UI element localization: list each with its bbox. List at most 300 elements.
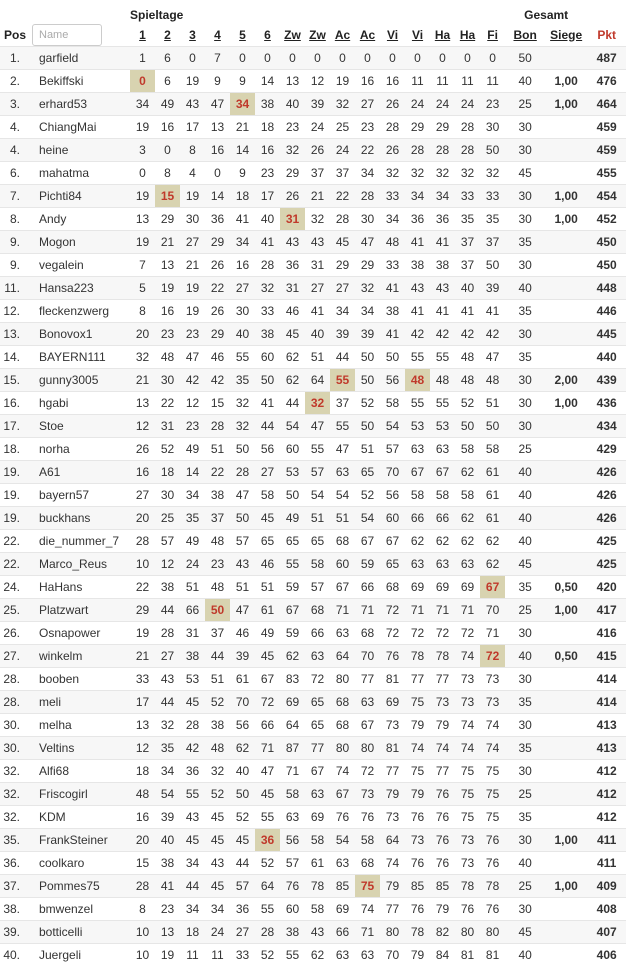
spieltag-score: 53 <box>280 461 305 484</box>
spieltag-score: 55 <box>255 806 280 829</box>
bonus-cell: 25 <box>505 438 545 461</box>
spieltag-score: 65 <box>305 714 330 737</box>
pkt-header[interactable] <box>587 23 626 47</box>
spieltag-score: 43 <box>230 553 255 576</box>
spieltag-score: 61 <box>255 599 280 622</box>
spieltag-score: 13 <box>155 921 180 944</box>
spieltag-score: 34 <box>230 231 255 254</box>
spieltag-score: 77 <box>380 760 405 783</box>
spieltag-score: 32 <box>330 93 355 116</box>
spieltag-header[interactable] <box>255 23 280 47</box>
spieltag-score: 62 <box>280 346 305 369</box>
bonus-cell: 40 <box>505 645 545 668</box>
position-cell: 4. <box>0 116 30 139</box>
player-name[interactable]: BAYERN111 <box>30 346 130 369</box>
spieltag-score: 14 <box>230 139 255 162</box>
points-cell: 408 <box>587 898 626 921</box>
spieltag-score: 53 <box>405 415 430 438</box>
spieltag-score: 67 <box>355 530 380 553</box>
bonus-cell: 45 <box>505 553 545 576</box>
spieltag-score: 38 <box>155 852 180 875</box>
spieltag-score: 27 <box>155 645 180 668</box>
spieltag-score: 80 <box>480 921 505 944</box>
spieltag-score: 55 <box>330 415 355 438</box>
position-cell: 24. <box>0 576 30 599</box>
spieltag-score: 0 <box>205 162 230 185</box>
points-cell: 450 <box>587 254 626 277</box>
spieltag-score: 11 <box>480 70 505 93</box>
spieltag-score: 80 <box>455 921 480 944</box>
spieltag-score: 32 <box>155 714 180 737</box>
points-cell: 420 <box>587 576 626 599</box>
spieltag-score: 20 <box>130 323 155 346</box>
spieltag-score: 74 <box>455 737 480 760</box>
spieltag-score: 60 <box>255 346 280 369</box>
points-cell: 415 <box>587 645 626 668</box>
spieltag-header-label: Vi <box>386 27 399 42</box>
spieltag-score: 38 <box>405 254 430 277</box>
spieltag-score: 72 <box>405 622 430 645</box>
spieltag-score: 32 <box>430 162 455 185</box>
player-name[interactable]: buckhans <box>30 507 130 530</box>
points-cell: 414 <box>587 668 626 691</box>
points-cell: 411 <box>587 829 626 852</box>
player-name[interactable]: A61 <box>30 461 130 484</box>
spieltag-score: 71 <box>455 599 480 622</box>
spieltag-score: 31 <box>155 415 180 438</box>
spieltag-score: 27 <box>330 277 355 300</box>
spieltag-score: 71 <box>255 737 280 760</box>
spieltag-score: 75 <box>480 760 505 783</box>
spieltag-score: 0 <box>455 47 480 70</box>
player-name[interactable]: Osnapower <box>30 622 130 645</box>
spieltag-score: 63 <box>280 806 305 829</box>
points-cell: 407 <box>587 921 626 944</box>
spieltag-score: 12 <box>305 70 330 93</box>
spieltag-score: 9 <box>230 70 255 93</box>
spieltag-header-label: Ha <box>434 27 451 42</box>
spieltag-score: 76 <box>380 645 405 668</box>
spieltag-score: 52 <box>455 392 480 415</box>
spieltag-score: 44 <box>280 392 305 415</box>
spieltag-score: 51 <box>480 392 505 415</box>
spieltag-score: 55 <box>330 369 355 392</box>
table-row <box>0 70 626 93</box>
bonus-cell: 35 <box>505 806 545 829</box>
spieltag-score: 73 <box>480 691 505 714</box>
player-name[interactable]: Bekiffski <box>30 70 130 93</box>
spieltag-score: 75 <box>455 783 480 806</box>
spieltag-score: 35 <box>180 507 205 530</box>
spieltag-score: 16 <box>130 806 155 829</box>
spieltag-score: 66 <box>305 622 330 645</box>
spieltag-score: 75 <box>405 691 430 714</box>
spieltag-score: 76 <box>405 852 430 875</box>
table-row <box>0 714 626 737</box>
player-name[interactable]: hgabi <box>30 392 130 415</box>
table-row <box>0 392 626 415</box>
player-name[interactable]: Marco_Reus <box>30 553 130 576</box>
spieltag-score: 36 <box>230 898 255 921</box>
spieltag-header[interactable] <box>230 23 255 47</box>
bon-header[interactable] <box>505 23 545 47</box>
spieltag-score: 18 <box>130 760 155 783</box>
spieltag-score: 43 <box>205 852 230 875</box>
spieltag-score: 50 <box>280 484 305 507</box>
player-name[interactable]: winkelm <box>30 645 130 668</box>
spieltag-header[interactable] <box>455 23 480 47</box>
spieltag-header[interactable] <box>405 23 430 47</box>
spieltag-score: 60 <box>280 438 305 461</box>
points-cell: 454 <box>587 185 626 208</box>
spieltag-score: 85 <box>330 875 355 898</box>
spieltag-header[interactable] <box>180 23 205 47</box>
spieltag-score: 24 <box>455 93 480 116</box>
points-cell: 446 <box>587 300 626 323</box>
player-name[interactable]: heine <box>30 139 130 162</box>
spieltag-score: 84 <box>430 944 455 967</box>
spieltag-score: 39 <box>480 277 505 300</box>
spieltag-score: 31 <box>180 622 205 645</box>
spieltag-score: 65 <box>280 530 305 553</box>
siege-cell <box>545 346 587 369</box>
spieltag-header[interactable] <box>380 23 405 47</box>
siege-cell: 1,00 <box>545 599 587 622</box>
player-name[interactable]: HaHans <box>30 576 130 599</box>
spieltag-score: 44 <box>155 691 180 714</box>
spieltag-score: 74 <box>430 737 455 760</box>
spieltag-score: 34 <box>355 300 380 323</box>
points-cell: 429 <box>587 438 626 461</box>
spieltag-score: 37 <box>205 507 230 530</box>
bonus-cell: 35 <box>505 576 545 599</box>
table-row <box>0 162 626 185</box>
spieltag-score: 24 <box>180 553 205 576</box>
spieltag-header[interactable] <box>205 23 230 47</box>
siege-header[interactable] <box>545 23 587 47</box>
spieltag-score: 36 <box>255 829 280 852</box>
position-cell: 36. <box>0 852 30 875</box>
spieltag-score: 9 <box>230 162 255 185</box>
spieltag-header[interactable] <box>130 23 155 47</box>
bonus-cell: 30 <box>505 139 545 162</box>
spieltag-score: 55 <box>430 346 455 369</box>
spieltag-score: 19 <box>130 622 155 645</box>
spieltag-score: 71 <box>405 599 430 622</box>
player-name[interactable]: coolkaro <box>30 852 130 875</box>
spieltag-score: 13 <box>155 254 180 277</box>
spieltag-score: 30 <box>155 484 180 507</box>
spieltag-score: 55 <box>405 392 430 415</box>
bonus-cell: 30 <box>505 760 545 783</box>
spieltag-score: 41 <box>255 392 280 415</box>
player-name[interactable]: meli <box>30 691 130 714</box>
spieltag-score: 65 <box>355 461 380 484</box>
player-name[interactable]: Pichti84 <box>30 185 130 208</box>
spieltag-score: 26 <box>205 254 230 277</box>
pos-header: Pos <box>4 27 27 42</box>
spieltag-header-label: Zw <box>309 27 326 42</box>
spieltag-score: 80 <box>380 921 405 944</box>
spieltag-score: 72 <box>380 599 405 622</box>
player-name[interactable]: Andy <box>30 208 130 231</box>
spieltag-score: 73 <box>480 668 505 691</box>
spieltag-score: 62 <box>480 553 505 576</box>
spieltag-score: 22 <box>355 139 380 162</box>
spieltag-header[interactable] <box>480 23 505 47</box>
table-row <box>0 208 626 231</box>
spieltag-score: 48 <box>130 783 155 806</box>
spieltag-score: 0 <box>355 47 380 70</box>
spieltag-score: 21 <box>230 116 255 139</box>
spieltag-score: 72 <box>380 622 405 645</box>
spieltag-score: 76 <box>430 829 455 852</box>
spieltag-score: 67 <box>405 461 430 484</box>
name-filter-input[interactable] <box>32 24 102 46</box>
spieltag-score: 36 <box>405 208 430 231</box>
player-name[interactable]: Juergeli <box>30 944 130 967</box>
spieltag-score: 44 <box>255 415 280 438</box>
spieltag-score: 0 <box>480 47 505 70</box>
spieltag-score: 66 <box>430 507 455 530</box>
spieltag-score: 47 <box>230 599 255 622</box>
bonus-cell: 40 <box>505 852 545 875</box>
spieltag-score: 50 <box>230 507 255 530</box>
spieltag-score: 12 <box>180 392 205 415</box>
spieltag-score: 0 <box>330 47 355 70</box>
position-cell: 37. <box>0 875 30 898</box>
spieltag-score: 27 <box>305 277 330 300</box>
player-name[interactable]: Friscogirl <box>30 783 130 806</box>
spieltag-score: 30 <box>480 116 505 139</box>
spieltag-score: 39 <box>305 93 330 116</box>
spieltag-score: 33 <box>230 944 255 967</box>
spieltag-score: 32 <box>205 760 230 783</box>
spieltag-header[interactable] <box>155 23 180 47</box>
spieltag-score: 64 <box>280 714 305 737</box>
spieltag-score: 74 <box>405 737 430 760</box>
siege-cell: 1,00 <box>545 70 587 93</box>
player-name[interactable]: gunny3005 <box>30 369 130 392</box>
spieltag-score: 79 <box>405 714 430 737</box>
spieltag-score: 57 <box>380 438 405 461</box>
player-name[interactable]: fleckenzwerg <box>30 300 130 323</box>
spieltag-score: 13 <box>205 116 230 139</box>
spieltag-header[interactable] <box>280 23 305 47</box>
position-cell: 7. <box>0 185 30 208</box>
siege-cell <box>545 691 587 714</box>
spieltag-score: 58 <box>305 829 330 852</box>
spieltag-score: 62 <box>480 530 505 553</box>
spieltag-score: 4 <box>180 162 205 185</box>
spieltag-score: 38 <box>180 645 205 668</box>
spieltag-header[interactable] <box>305 23 330 47</box>
spieltag-score: 73 <box>430 691 455 714</box>
position-cell: 32. <box>0 806 30 829</box>
spieltag-score: 0 <box>230 47 255 70</box>
spieltag-score: 34 <box>230 93 255 116</box>
spieltag-score: 20 <box>130 507 155 530</box>
bonus-cell: 35 <box>505 300 545 323</box>
siege-cell <box>545 852 587 875</box>
spieltag-score: 11 <box>405 70 430 93</box>
siege-cell <box>545 760 587 783</box>
spieltag-score: 19 <box>155 277 180 300</box>
spieltag-score: 73 <box>455 691 480 714</box>
spieltag-score: 8 <box>180 139 205 162</box>
spieltag-score: 76 <box>480 852 505 875</box>
position-cell: 17. <box>0 415 30 438</box>
spieltag-score: 0 <box>130 70 155 93</box>
table-row <box>0 898 626 921</box>
bonus-cell: 30 <box>505 116 545 139</box>
player-name[interactable]: Alfi68 <box>30 760 130 783</box>
player-name[interactable]: KDM <box>30 806 130 829</box>
spieltag-score: 48 <box>430 369 455 392</box>
spieltag-score: 44 <box>180 875 205 898</box>
spieltag-score: 62 <box>430 530 455 553</box>
spieltag-score: 47 <box>305 415 330 438</box>
player-name[interactable]: Mogon <box>30 231 130 254</box>
spieltag-score: 19 <box>130 231 155 254</box>
position-cell: 28. <box>0 691 30 714</box>
spieltag-score: 11 <box>430 70 455 93</box>
siege-cell <box>545 254 587 277</box>
player-name[interactable]: Pommes75 <box>30 875 130 898</box>
player-name[interactable]: Veltins <box>30 737 130 760</box>
spieltag-score: 56 <box>380 484 405 507</box>
spieltag-score: 10 <box>130 921 155 944</box>
player-name[interactable]: ChiangMai <box>30 116 130 139</box>
player-name[interactable]: norha <box>30 438 130 461</box>
spieltag-score: 79 <box>405 944 430 967</box>
points-cell: 411 <box>587 852 626 875</box>
player-name[interactable]: Platzwart <box>30 599 130 622</box>
spieltag-score: 43 <box>180 806 205 829</box>
spieltag-score: 17 <box>130 691 155 714</box>
player-name[interactable]: melha <box>30 714 130 737</box>
spieltag-score: 77 <box>430 760 455 783</box>
spieltag-score: 43 <box>405 277 430 300</box>
spieltag-score: 72 <box>305 668 330 691</box>
player-name[interactable]: mahatma <box>30 162 130 185</box>
bonus-cell: 45 <box>505 162 545 185</box>
spieltag-score: 18 <box>230 185 255 208</box>
bonus-cell: 40 <box>505 461 545 484</box>
bonus-cell: 30 <box>505 622 545 645</box>
spieltag-score: 64 <box>255 875 280 898</box>
spieltag-score: 68 <box>330 530 355 553</box>
player-name[interactable]: bmwenzel <box>30 898 130 921</box>
spieltag-header[interactable] <box>330 23 355 47</box>
points-cell: 406 <box>587 944 626 967</box>
player-name[interactable]: bayern57 <box>30 484 130 507</box>
player-name[interactable]: Bonovox1 <box>30 323 130 346</box>
spieltag-score: 34 <box>130 93 155 116</box>
spieltag-score: 49 <box>180 530 205 553</box>
spieltag-score: 80 <box>330 737 355 760</box>
player-name[interactable]: Stoe <box>30 415 130 438</box>
spieltag-score: 52 <box>255 852 280 875</box>
spieltag-score: 34 <box>330 300 355 323</box>
spieltag-score: 33 <box>455 185 480 208</box>
bonus-cell: 40 <box>505 530 545 553</box>
player-name[interactable]: erhard53 <box>30 93 130 116</box>
table-row <box>0 599 626 622</box>
spieltag-score: 0 <box>180 47 205 70</box>
spieltag-score: 45 <box>230 829 255 852</box>
position-cell: 30. <box>0 737 30 760</box>
table-row <box>0 461 626 484</box>
position-cell: 28. <box>0 668 30 691</box>
spieltag-score: 69 <box>405 576 430 599</box>
player-name[interactable]: die_nummer_7 <box>30 530 130 553</box>
points-cell: 425 <box>587 530 626 553</box>
spieltag-score: 87 <box>280 737 305 760</box>
table-row <box>0 438 626 461</box>
spieltag-score: 33 <box>380 185 405 208</box>
position-cell: 35. <box>0 829 30 852</box>
spieltag-score: 28 <box>205 415 230 438</box>
spieltag-score: 13 <box>130 208 155 231</box>
siege-cell: 1,00 <box>545 875 587 898</box>
spieltag-score: 19 <box>330 70 355 93</box>
position-cell: 19. <box>0 461 30 484</box>
spieltag-header[interactable] <box>355 23 380 47</box>
player-name[interactable]: garfield <box>30 47 130 70</box>
spieltag-score: 63 <box>330 622 355 645</box>
siege-cell <box>545 277 587 300</box>
spieltag-score: 67 <box>330 783 355 806</box>
player-name[interactable]: Hansa223 <box>30 277 130 300</box>
spieltag-score: 63 <box>330 852 355 875</box>
spieltag-score: 20 <box>130 829 155 852</box>
spieltag-score: 76 <box>405 806 430 829</box>
bonus-cell: 25 <box>505 599 545 622</box>
spieltag-score: 74 <box>380 852 405 875</box>
table-row <box>0 139 626 162</box>
table-row <box>0 668 626 691</box>
spieltag-score: 23 <box>155 898 180 921</box>
spieltag-score: 14 <box>205 185 230 208</box>
player-name[interactable]: FrankSteiner <box>30 829 130 852</box>
table-row <box>0 921 626 944</box>
spieltag-score: 56 <box>230 714 255 737</box>
spieltag-score: 19 <box>180 185 205 208</box>
spieltag-score: 71 <box>355 921 380 944</box>
siege-cell <box>545 438 587 461</box>
spieltag-header[interactable] <box>430 23 455 47</box>
position-cell: 3. <box>0 93 30 116</box>
spieltag-score: 24 <box>405 93 430 116</box>
spieltag-score: 41 <box>255 231 280 254</box>
spieltag-score: 59 <box>280 576 305 599</box>
spieltag-score: 9 <box>205 70 230 93</box>
spieltag-score: 29 <box>205 231 230 254</box>
spieltag-score: 54 <box>330 829 355 852</box>
spieltag-score: 50 <box>480 139 505 162</box>
siege-header-label: Siege <box>550 27 583 42</box>
spieltag-score: 32 <box>405 162 430 185</box>
spieltag-score: 19 <box>155 944 180 967</box>
player-name[interactable]: botticelli <box>30 921 130 944</box>
table-row <box>0 576 626 599</box>
player-name[interactable]: booben <box>30 668 130 691</box>
spieltag-score: 27 <box>255 461 280 484</box>
spieltag-score: 30 <box>155 369 180 392</box>
player-name[interactable]: vegalein <box>30 254 130 277</box>
spieltag-header-label: Vi <box>411 27 424 42</box>
